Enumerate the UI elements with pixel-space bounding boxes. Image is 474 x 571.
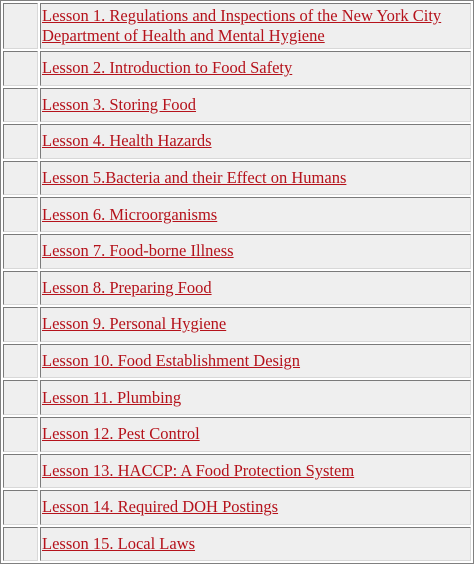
lesson-row-7 bbox=[3, 234, 471, 269]
lesson-13-link[interactable]: Lesson 13. HACCP: A Food Protection System bbox=[42, 460, 355, 480]
lesson-3-marker-cell bbox=[3, 88, 38, 123]
lesson-row-10 bbox=[3, 344, 471, 379]
lesson-row-2 bbox=[3, 51, 471, 86]
lesson-10-link[interactable]: Lesson 10. Food Establishment Design bbox=[42, 351, 301, 371]
lesson-3-link[interactable]: Lesson 3. Storing Food bbox=[42, 94, 197, 114]
lesson-row-11 bbox=[3, 380, 471, 415]
lesson-row-4 bbox=[3, 124, 471, 159]
lesson-2-marker-cell bbox=[3, 51, 38, 86]
lesson-7-cell bbox=[40, 234, 471, 269]
lesson-6-link[interactable]: Lesson 6. Microorganisms bbox=[42, 204, 218, 224]
lesson-6-marker-cell bbox=[3, 197, 38, 232]
lessons-table-body bbox=[3, 3, 471, 561]
lesson-12-link[interactable]: Lesson 12. Pest Control bbox=[42, 424, 200, 444]
lesson-14-marker-cell bbox=[3, 490, 38, 525]
lesson-row-12 bbox=[3, 417, 471, 452]
lesson-row-8 bbox=[3, 271, 471, 306]
lesson-row-14 bbox=[3, 490, 471, 525]
lesson-row-9 bbox=[3, 307, 471, 342]
lesson-10-marker-cell bbox=[3, 344, 38, 379]
lesson-1-marker-cell bbox=[3, 3, 38, 49]
lesson-10-cell bbox=[40, 344, 471, 379]
lesson-9-marker-cell bbox=[3, 307, 38, 342]
lesson-4-cell bbox=[40, 124, 471, 159]
lesson-6-cell bbox=[40, 197, 471, 232]
lesson-9-cell bbox=[40, 307, 471, 342]
lesson-8-cell bbox=[40, 271, 471, 306]
lesson-row-5 bbox=[3, 161, 471, 196]
lesson-4-marker-cell bbox=[3, 124, 38, 159]
lesson-11-link[interactable]: Lesson 11. Plumbing bbox=[42, 387, 182, 407]
lesson-15-link[interactable]: Lesson 15. Local Laws bbox=[42, 534, 196, 554]
lesson-8-marker-cell bbox=[3, 271, 38, 306]
lesson-7-marker-cell bbox=[3, 234, 38, 269]
lesson-row-13 bbox=[3, 454, 471, 489]
lesson-9-link[interactable]: Lesson 9. Personal Hygiene bbox=[42, 314, 227, 334]
lesson-13-cell bbox=[40, 454, 471, 489]
lesson-13-marker-cell bbox=[3, 454, 38, 489]
lesson-5-link[interactable]: Lesson 5.Bacteria and their Effect on Humans bbox=[42, 168, 347, 188]
lesson-12-marker-cell bbox=[3, 417, 38, 452]
lesson-row-3 bbox=[3, 88, 471, 123]
lesson-11-cell bbox=[40, 380, 471, 415]
lesson-15-marker-cell bbox=[3, 527, 38, 562]
lesson-14-cell bbox=[40, 490, 471, 525]
lesson-row-6 bbox=[3, 197, 471, 232]
lesson-1-link[interactable]: Lesson 1. Regulations and Inspections of the New York City Department of Health and Mental Hygiene bbox=[42, 6, 442, 45]
lesson-1-cell bbox=[40, 3, 471, 49]
lesson-row-15 bbox=[3, 527, 471, 562]
lesson-3-cell bbox=[40, 88, 471, 123]
lesson-15-cell bbox=[40, 527, 471, 562]
lesson-5-marker-cell bbox=[3, 161, 38, 196]
lesson-12-cell bbox=[40, 417, 471, 452]
lesson-8-link[interactable]: Lesson 8. Preparing Food bbox=[42, 277, 212, 297]
lesson-4-link[interactable]: Lesson 4. Health Hazards bbox=[42, 131, 212, 151]
lesson-row-1 bbox=[3, 3, 471, 49]
lesson-2-cell bbox=[40, 51, 471, 86]
lesson-11-marker-cell bbox=[3, 380, 38, 415]
lesson-5-cell bbox=[40, 161, 471, 196]
lesson-7-link[interactable]: Lesson 7. Food-borne Illness bbox=[42, 241, 234, 261]
lesson-14-link[interactable]: Lesson 14. Required DOH Postings bbox=[42, 497, 279, 517]
lesson-2-link[interactable]: Lesson 2. Introduction to Food Safety bbox=[42, 58, 293, 78]
